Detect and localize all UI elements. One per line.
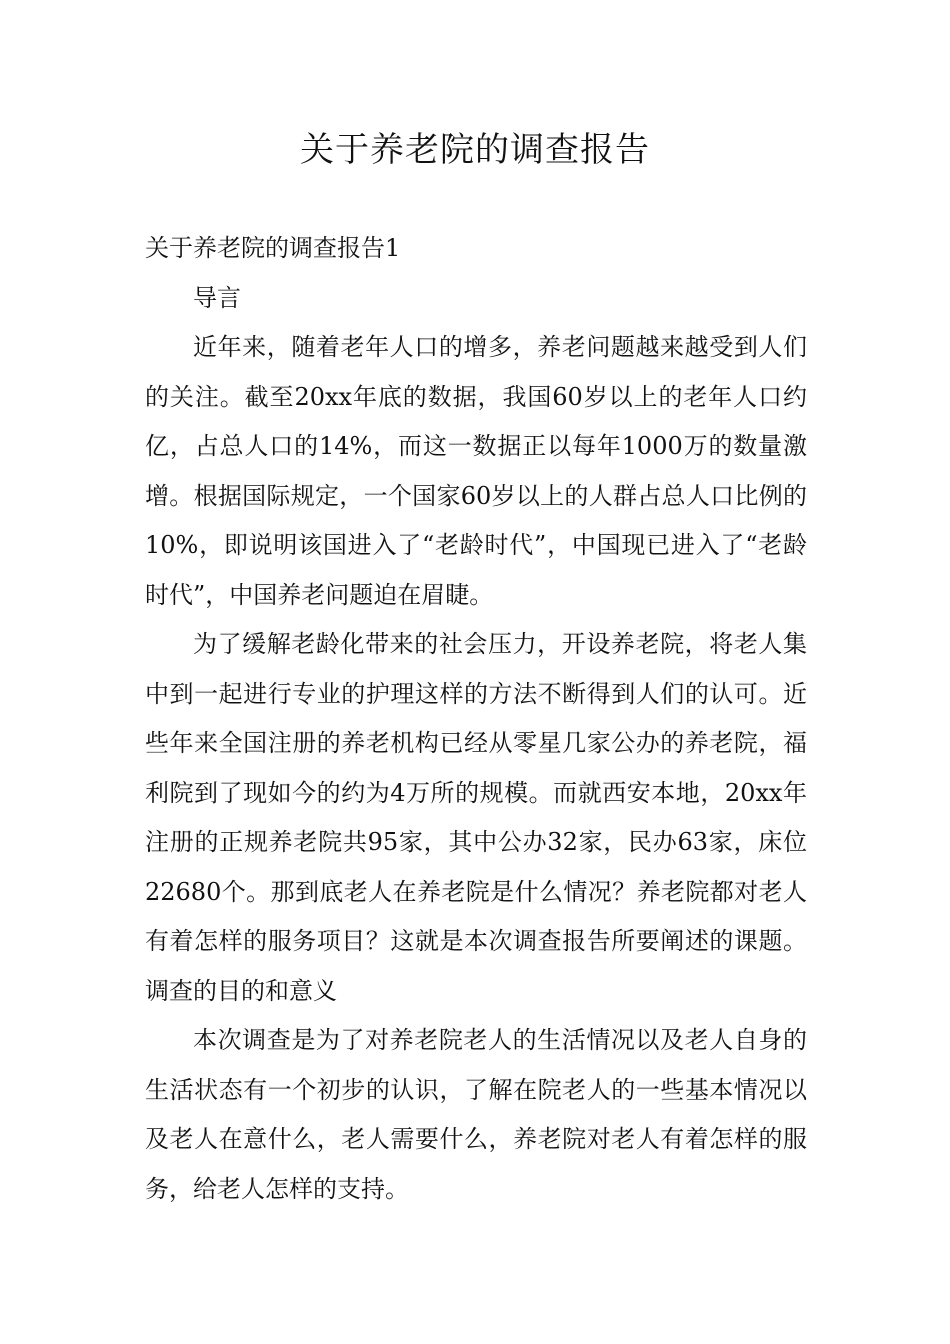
document-title: 关于养老院的调查报告 (300, 130, 650, 170)
paragraph-intro-heading: 导言 (193, 283, 241, 312)
paragraph-nursing-homes: 为了缓解老龄化带来的社会压力，开设养老院，将老人集中到一起进行专业的护理这样的方法不断得到人们的认可。近些年来全国注册的养老机构已经从零星几家公办的养老院，福利院到了现如今的约为4万所的规模。而就西安本地，20xx年注册的正规养老院共95家，其中公办32家，民办63家，床位22680个。那到底老人在养老院是什么情况？养老院都对老人有着怎样的服务项目？这就是本次调查报告所要阐述的课题。 调查的目的和意义 (145, 630, 807, 1005)
paragraph-background: 近年来，随着老年人口的增多，养老问题越来越受到人们的关注。截至20xx年底的数据，我国60岁以上的老年人口约亿，占总人口的14%，而这一数据正以每年1000万的数量激增。根据国际规定，一个国家60岁以上的人群占总人口比例的10%，即说明该国进入了“老龄时代”，中国现已进入了“老龄时代”，中国养老问题迫在眉睫。 (145, 333, 807, 609)
section-heading: 关于养老院的调查报告1 (145, 234, 401, 262)
document-body (145, 224, 807, 1214)
paragraph-purpose: 本次调查是为了对养老院老人的生活情况以及老人自身的生活状态有一个初步的认识，了解在院老人的一些基本情况以及老人在意什么，老人需要什么，养老院对老人有着怎样的服务，给老人怎样的支持。 (145, 1026, 807, 1203)
